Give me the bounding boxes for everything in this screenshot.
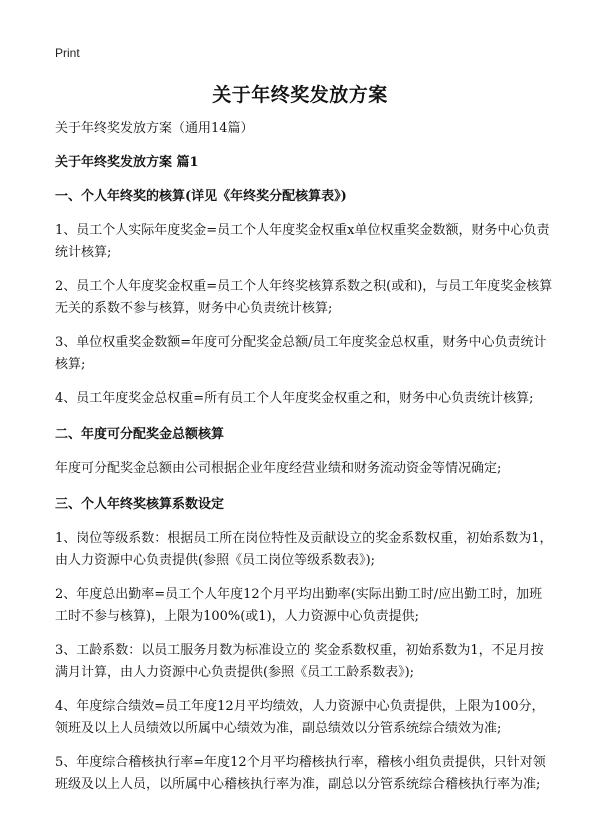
section-1-item: 2、员工个人年度奖金权重=员工个人年终奖核算系数之积(或和)，与员工年度奖金核算无关的系数不参与核算，财务中心负责统计核算; [55, 279, 553, 316]
section-3-item: 3、工龄系数：以员工服务月数为标准设立的 奖金系数权重，初始系数为1，不足月按满月计算，由人力资源中心负责提供(参照《员工工龄系数表》); [55, 643, 544, 680]
print-link[interactable]: Print [55, 46, 80, 60]
section-3-item: 5、年度综合稽核执行率=年度12个月平均稽核执行率，稽核小组负责提供，只针对领班级及以上人员，以所属中心稽核执行率为准，副总以分管系统综合稽核执行率为准; [55, 755, 546, 792]
document-body [55, 118, 555, 796]
section-3-item: 2、年度总出勤率=员工个人年度12个月平均出勤率(实际出勤工时/应出勤工时，加班工时不参与核算)，上限为100%(或1)，人力资源中心负责提供; [55, 587, 543, 624]
section-1-item: 3、单位权重奖金数额=年度可分配奖金总额/员工年度奖金总权重，财务中心负责统计核算; [55, 335, 547, 372]
section-3-item: 1、岗位等级系数：根据员工所在岗位特性及贡献设立的奖金系数权重，初始系数为1，由人力资源中心负责提供(参照《员工岗位等级系数表》); [55, 531, 553, 568]
section-3-item: 4、年度综合绩效=员工年度12月平均绩效，人力资源中心负责提供，上限为100分，领班及以上人员绩效以所属中心绩效为准，副总绩效以分管系统综合绩效为准; [55, 699, 545, 736]
page-title: 关于年终奖发放方案 [212, 84, 388, 106]
part-heading: 关于年终奖发放方案 篇1 [55, 155, 199, 170]
section-2-heading: 二、年度可分配奖金总额核算 [55, 427, 225, 442]
section-3-heading: 三、个人年终奖核算系数设定 [55, 497, 225, 512]
section-1-item: 1、员工个人实际年度奖金=员工个人年度奖金权重x单位权重奖金数额，财务中心负责统计核算; [55, 223, 550, 260]
section-1-heading: 一、个人年终奖的核算(详见《年终奖分配核算表》) [55, 189, 347, 204]
document-subtitle: 关于年终奖发放方案（通用14篇） [55, 121, 254, 136]
section-2-text: 年度可分配奖金总额由公司根据企业年度经营业绩和财务流动资金等情况确定; [55, 461, 502, 476]
section-1-item: 4、员工年度奖金总权重=所有员工个人年度奖金权重之和，财务中心负责统计核算; [55, 391, 534, 406]
